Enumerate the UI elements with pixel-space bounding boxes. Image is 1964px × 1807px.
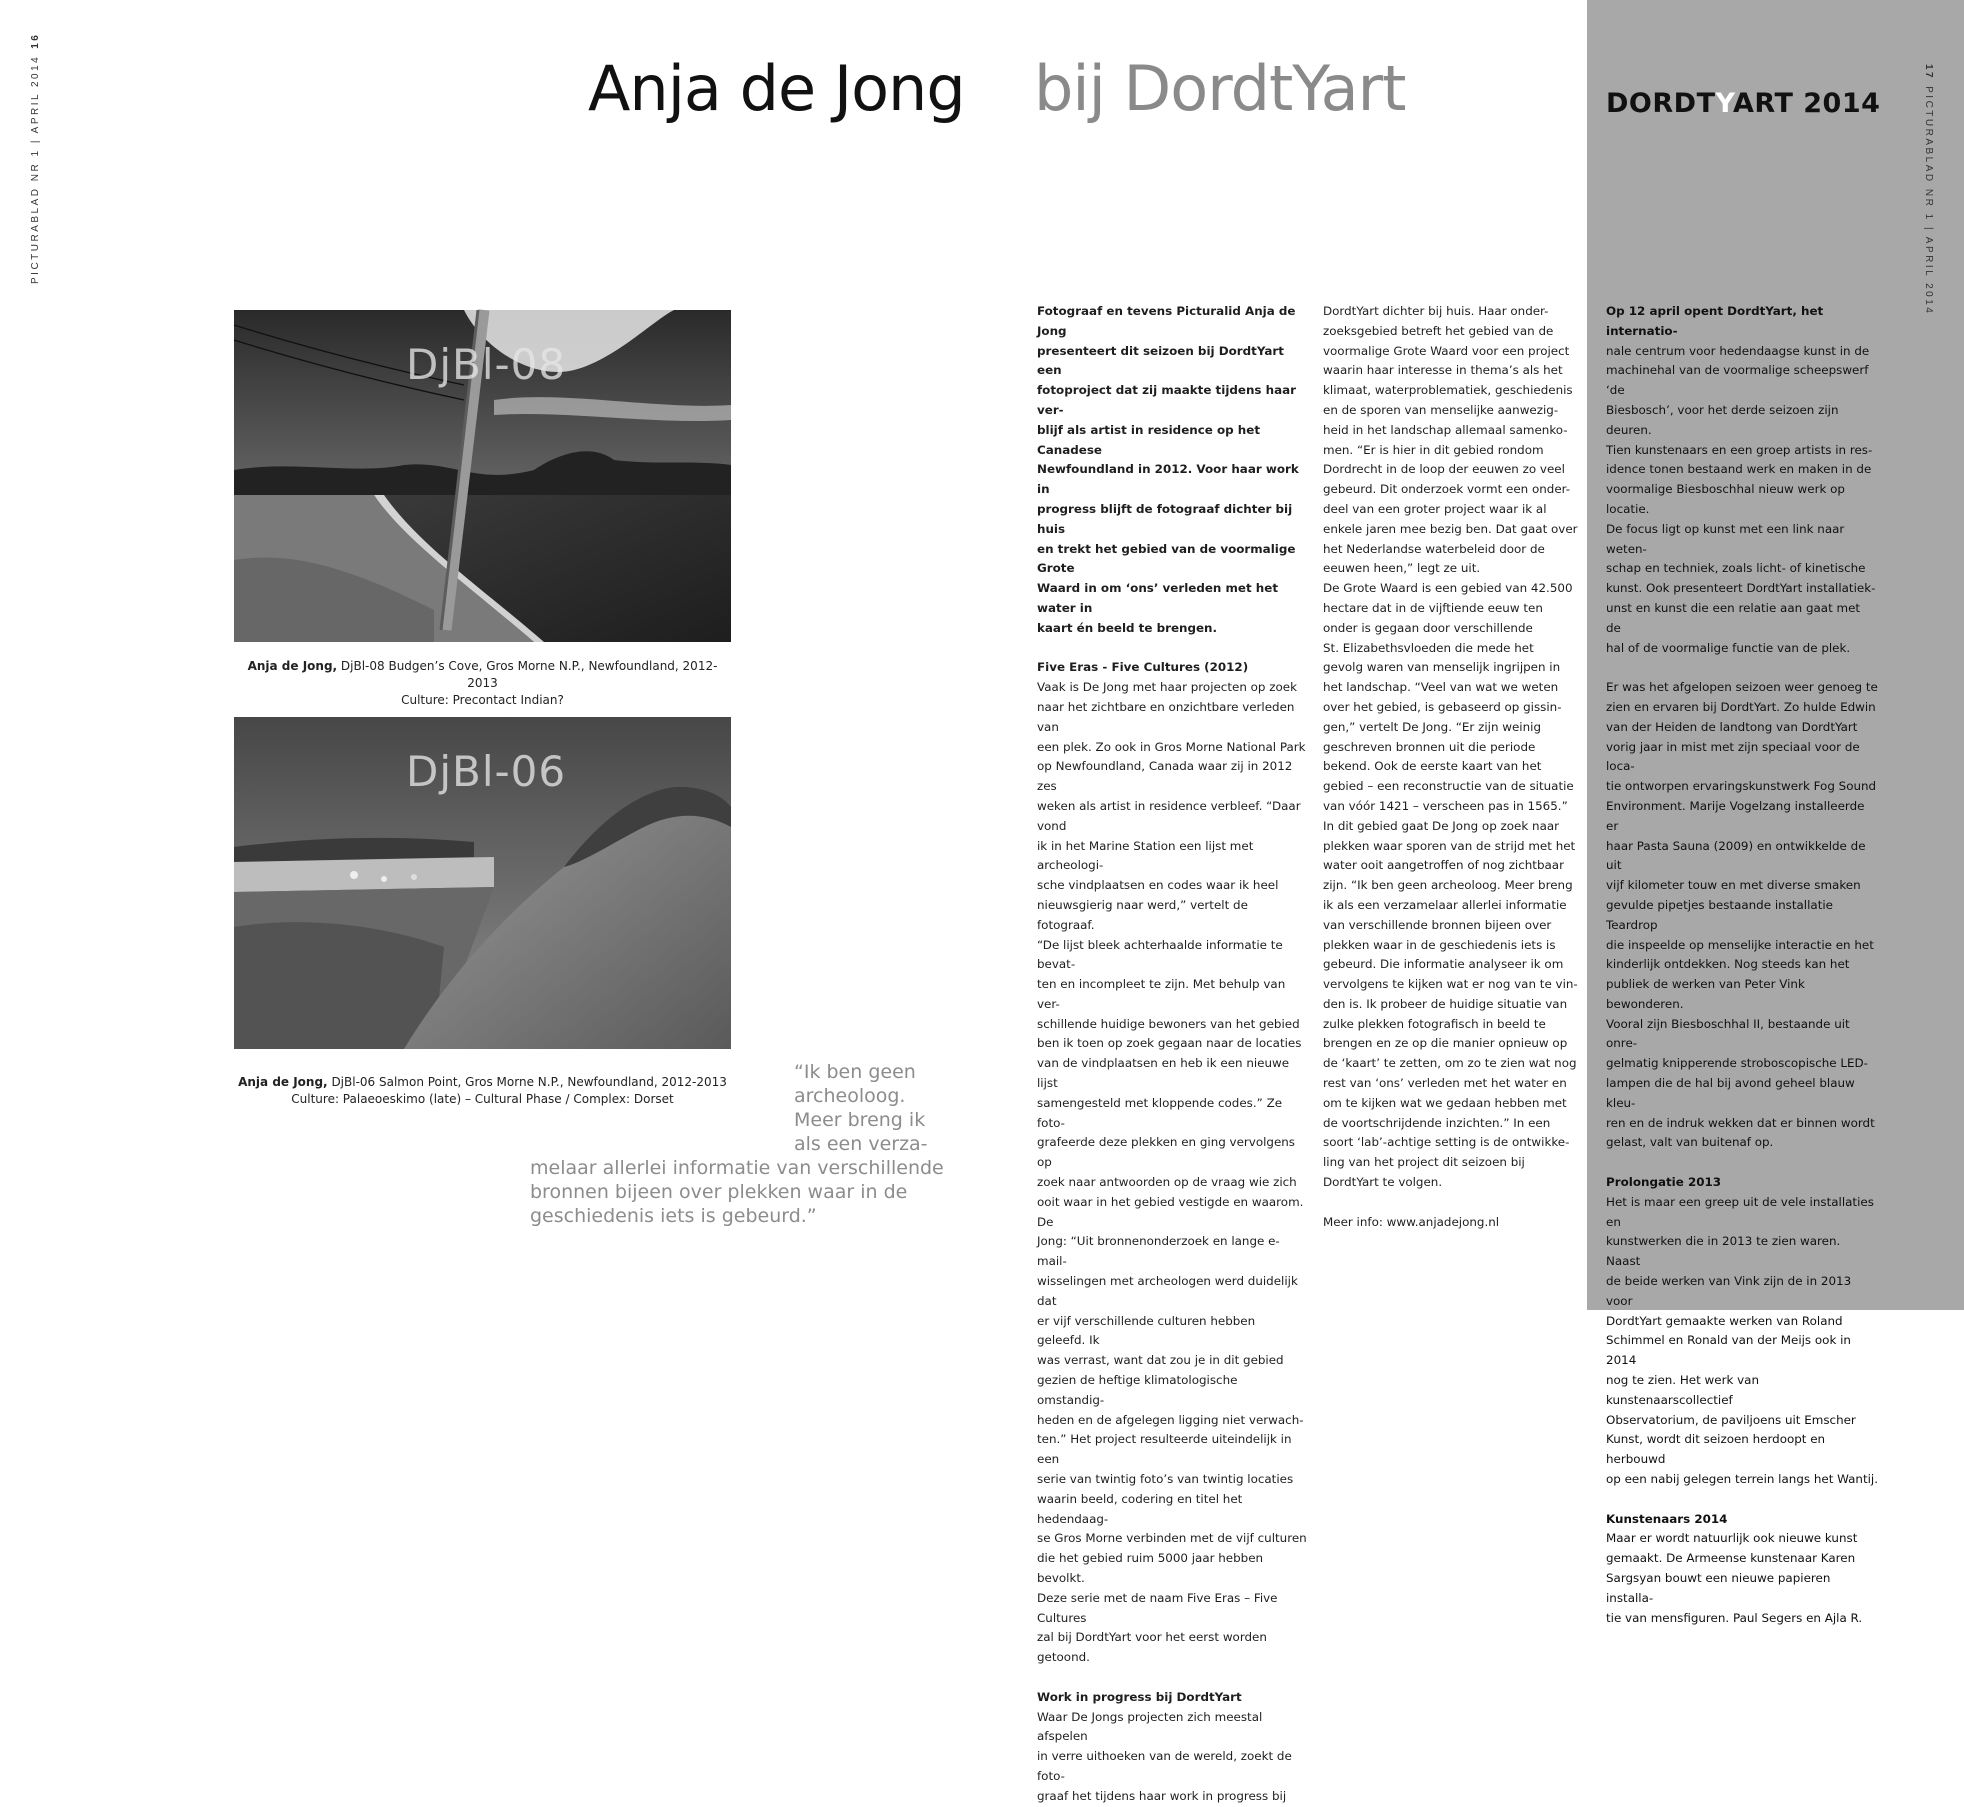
caption-line-1: DjBl-08 Budgen’s Cove, Gros Morne N.P., Newfoundland, 2012-2013 [337,659,718,690]
body-line: geschreven bronnen uit die periode [1323,739,1536,754]
sidebar-line: kunst. Ook presenteert DordtYart installatiek- [1606,581,1876,596]
paragraph-gap [1606,658,1878,678]
body-line: die het gebied ruim 5000 jaar hebben bevolkt. [1037,1551,1264,1585]
body-line: sche vindplaatsen en codes waar ik heel [1037,878,1279,893]
body-line: men. “Er is hier in dit gebied rondom [1323,442,1544,457]
sidebar-line: DordtYart gemaakte werken van Roland [1606,1313,1843,1328]
sidebar-line: unst en kunst die een relatie aan gaat met de [1606,600,1861,635]
body-line: een plek. Zo ook in Gros Morne National Park [1037,739,1306,754]
body-line: gevolg waren van menselijk ingrijpen in [1323,660,1561,675]
sidebar-column [1606,302,1878,1628]
body-line: serie van twintig foto’s van twintig locaties [1037,1472,1294,1487]
folio-left [30,33,41,284]
body-line: ooit waar in het gebied vestigde en waarom. De [1037,1194,1304,1229]
sidebar-line: Kunst, wordt dit seizoen herdoopt en herbouwd [1606,1432,1826,1467]
pull-quote-line: Meer breng ik [794,1109,926,1131]
sidebar-heading: Prolongatie 2013 [1606,1175,1722,1190]
body-line: plekken waar sporen van de strijd met het [1323,838,1576,853]
sidebar-line: idence tonen bestaand werk en maken in de [1606,462,1872,477]
body-line: samengesteld met kloppende codes.” Ze foto- [1037,1095,1283,1130]
body-line: ling van het project dit seizoen bij [1323,1155,1525,1170]
body-line: klimaat, waterproblematiek, geschiedenis [1323,383,1573,398]
body-line: vervolgens te kijken wat er nog van te vin- [1323,977,1578,992]
body-line: over het gebied, is gebaseerd op gissin- [1323,699,1562,714]
body-line: “De lijst bleek achterhaalde informatie te bevat- [1037,937,1283,972]
body-line: van vóór 1421 – verscheen pas in 1565.” [1323,798,1568,813]
article-subtitle: bij DordtYart [1034,52,1406,125]
body-line: Waar De Jongs projecten zich meestal afspelen [1037,1709,1263,1744]
pull-quote-line: archeoloog. [794,1085,906,1107]
folio-left-text: PICTURABLAD NR 1 | APRIL 2014 [30,54,41,284]
paragraph-gap [1323,1193,1585,1213]
caption-artist-name: Anja de Jong, [247,659,338,673]
body-line: van de vindplaatsen en heb ik een nieuwe lijst [1037,1056,1290,1091]
body-line: eeuwen heen,” legt ze uit. [1323,561,1481,576]
body-line: plekken waar in de geschiedenis iets is [1323,937,1556,952]
sidebar-title-post: ART 2014 [1732,88,1881,119]
body-line: schillende huidige bewoners van het gebied [1037,1016,1300,1031]
body-line: In dit gebied gaat De Jong op zoek naar [1323,818,1560,833]
intro-line: kaart én beeld te brengen. [1037,620,1218,635]
body-line: Vaak is De Jong met haar projecten op zoek [1037,680,1297,695]
body-line: ik in het Marine Station een lijst met archeologi- [1037,838,1254,873]
pull-quote-line: bronnen bijeen over plekken waar in de [530,1181,908,1203]
body-line: van verschillende bronnen bijeen over [1323,917,1552,932]
sidebar-line: Het is maar een greep uit de vele installaties en [1606,1194,1874,1229]
caption-artist-name: Anja de Jong, [238,1075,328,1089]
intro-line: en trekt het gebied van de voormalige Grote [1037,541,1296,576]
body-line: en de sporen van menselijke aanwezig- [1323,402,1559,417]
body-line: in verre uithoeken van de wereld, zoekt de foto- [1037,1749,1292,1783]
body-line: ten en incompleet te zijn. Met behulp van ver- [1037,977,1286,1011]
sidebar-line: gemaakt. De Armeense kunstenaar Karen [1606,1551,1856,1566]
sidebar-lead-line: Op 12 april opent DordtYart, het internatio- [1606,304,1824,338]
sidebar-line: haar Pasta Sauna (2009) en ontwikkelde de uit [1606,838,1866,873]
body-line: enkele jaren mee bezig ben. Dat gaat over [1323,521,1578,536]
section-heading: Five Eras - Five Cultures (2012) [1037,660,1249,675]
photo-caption-djbl-06 [234,1074,731,1108]
body-line: het landschap. “Veel van wat we weten [1323,680,1559,695]
body-line: ik als een verzamelaar allerlei informatie [1323,897,1567,912]
paragraph-gap [1606,1153,1878,1173]
pull-quote-line: als een verza- [794,1133,928,1155]
body-line: nieuwsgierig naar werd,” vertelt de fotograaf. [1037,897,1248,932]
body-line: Deze serie met de naam Five Eras – Five Cultures [1037,1590,1278,1625]
sidebar-line: Tien kunstenaars en een groep artists in res- [1606,442,1873,457]
intro-line: progress blijft de fotograaf dichter bij huis [1037,501,1293,536]
body-line: brengen en ze op die manier opnieuw op [1323,1036,1568,1051]
more-info-line: Meer info: www.anjadejong.nl [1323,1214,1500,1229]
body-line: gezien de heftige klimatologische omstandig- [1037,1373,1238,1407]
section-heading: Work in progress bij DordtYart [1037,1689,1242,1704]
sidebar-title-pre: DORDT [1606,88,1716,119]
sidebar-line: kunstwerken die in 2013 te zien waren. Naast [1606,1234,1841,1269]
sidebar-heading: Kunstenaars 2014 [1606,1511,1728,1526]
body-line: heden en de afgelegen ligging niet verwach- [1037,1412,1304,1427]
pull-quote-line: melaar allerlei informatie van verschillende [530,1157,944,1179]
sidebar-title-y: Y [1715,88,1733,119]
body-line: de ‘kaart’ te zetten, om zo te zien wat nog [1323,1056,1577,1071]
sidebar-line: Sargsyan bouwt een nieuwe papieren installa- [1606,1571,1831,1605]
sidebar-line: tie van mensfiguren. Paul Segers en Ajla R. [1606,1610,1863,1625]
pull-quote-line: “Ik ben geen [794,1061,916,1083]
body-line: Dordrecht in de loop der eeuwen zo veel [1323,462,1565,477]
paragraph-gap [1037,639,1307,659]
sidebar-line: gelmatig knipperende stroboscopische LED- [1606,1056,1868,1071]
body-line: zal bij DordtYart voor het eerst worden [1037,1630,1267,1645]
body-line: weken als artist in residence verbleef. “Daar vond [1037,798,1301,833]
sidebar-line: voormalige Biesboschhal nieuw werk op locatie. [1606,482,1845,516]
paragraph-gap [1037,1668,1307,1688]
sidebar-line: Schimmel en Ronald van der Meijs ook in 2014 [1606,1333,1851,1368]
sidebar-line: op een nabij gelegen terrein langs het Wantij. [1606,1472,1878,1487]
body-line: waarin beeld, codering en titel het hedendaag- [1037,1491,1243,1526]
sidebar-line: vijf kilometer touw en met diverse smaken [1606,878,1861,893]
body-line: zijn. “Ik ben geen archeoloog. Meer breng [1323,878,1573,893]
sidebar-line: Observatorium, de paviljoens uit Emscher [1606,1412,1856,1427]
body-line: gebeurd. Die informatie analyseer ik om [1323,957,1564,972]
body-line: graaf het tijdens haar work in progress bij [1037,1788,1287,1803]
sidebar-line: Vooral zijn Biesboschhal II, bestaande uit onre- [1606,1016,1850,1051]
article-column-1 [1037,302,1307,1807]
caption-line-1: DjBl-06 Salmon Point, Gros Morne N.P., Newfoundland, 2012-2013 [327,1075,727,1089]
body-line: water ooit aangetroffen of nog zichtbaar [1323,858,1564,873]
sidebar-line: hal of de voormalige functie van de plek. [1606,640,1851,655]
sidebar-line: De focus ligt op kunst met een link naar weten- [1606,521,1845,556]
body-line: deel van een groter project waar ik al [1323,501,1547,516]
body-line: zoeksgebied betreft het gebied van de [1323,323,1554,338]
photo-djbl-08 [234,310,731,642]
sidebar-line: Er was het afgelopen seizoen weer genoeg te [1606,680,1878,695]
body-line: rest van ‘ons’ verleden met het water en [1323,1076,1567,1091]
photo-code-overlay: DjBl-08 [406,340,567,389]
body-line: gen,” vertelt De Jong. “Er zijn weinig [1323,719,1541,734]
sidebar-line: gevulde pipetjes bestaande installatie Teardrop [1606,897,1833,932]
body-line: hectare dat in de vijftiende eeuw ten [1323,600,1543,615]
sidebar-line: tie ontworpen ervaringskunstwerk Fog Sound [1606,779,1877,794]
intro-line: Fotograaf en tevens Picturalid Anja de Jong [1037,304,1296,338]
intro-line: presenteert dit seizoen bij DordtYart een [1037,343,1284,378]
intro-line: Newfoundland in 2012. Voor haar work in [1037,462,1299,497]
sidebar-line: Biesbosch’, voor het derde seizoen zijn deuren. [1606,402,1839,437]
body-line: op Newfoundland, Canada waar zij in 2012 zes [1037,759,1293,794]
body-line: ben ik toen op zoek gegaan naar de locaties [1037,1036,1302,1051]
body-line: heid in het landschap allemaal samenko- [1323,422,1568,437]
body-line: grafeerde deze plekken en ging vervolgens op [1037,1135,1296,1170]
sidebar-line: vorig jaar in mist met zijn speciaal voor de loca- [1606,739,1860,774]
sidebar-title [1606,88,1880,119]
body-line: was verrast, want dat zou je in dit gebied [1037,1353,1284,1368]
body-line: De Grote Waard is een gebied van 42.500 [1323,581,1573,596]
body-line: gebeurd. Dit onderzoek vormt een onder- [1323,482,1571,497]
intro-line: fotoproject dat zij maakte tijdens haar ver- [1037,383,1297,417]
sidebar-line: Environment. Marije Vogelzang installeerde er [1606,798,1865,833]
photo-caption-djbl-08 [234,658,731,709]
pull-quote-bottom [530,1156,944,1228]
body-line: DordtYart te volgen. [1323,1175,1443,1190]
sidebar-line: die inspeelde op menselijke interactie en het [1606,937,1874,952]
sidebar-line: zien en ervaren bij DordtYart. Zo hulde Edwin [1606,699,1876,714]
body-line: Jong: “Uit bronnenonderzoek en lange e-mail- [1037,1234,1280,1269]
sidebar-line: van der Heiden de landtong van DordtYart [1606,719,1858,734]
article-column-2 [1323,302,1585,1232]
body-line: onder is gegaan door verschillende [1323,620,1533,635]
body-line: ten.” Het project resulteerde uiteindelijk in een [1037,1432,1292,1467]
sidebar-line: machinehal van de voormalige scheepswerf ‘de [1606,363,1869,398]
body-line: DordtYart dichter bij huis. Haar onder- [1323,304,1549,318]
folio-right-text: PICTURABLAD NR 1 | APRIL 2014 [1923,86,1934,316]
body-line: bekend. Ook de eerste kaart van het [1323,759,1542,774]
pull-quote-top [794,1060,928,1156]
sidebar-line: publiek de werken van Peter Vink bewonderen. [1606,977,1805,1011]
sidebar-line: kinderlijk ontdekken. Nog steeds kan het [1606,957,1850,972]
body-line: wisselingen met archeologen werd duidelijk dat [1037,1274,1298,1308]
body-line: het Nederlandse waterbeleid door de [1323,541,1545,556]
body-line: gebied – een reconstructie van de situatie [1323,779,1574,794]
sidebar-line: schap en techniek, zoals licht- of kinetische [1606,561,1866,576]
article-title: Anja de Jong [588,52,965,125]
sidebar-line: gelast, valt van buitenaf op. [1606,1135,1774,1150]
intro-line: Waard in om ‘ons’ verleden met het water in [1037,581,1279,615]
body-line: zoek naar antwoorden op de vraag wie zich [1037,1175,1297,1190]
sidebar-line: Maar er wordt natuurlijk ook nieuwe kunst [1606,1531,1858,1546]
caption-line-2: Culture: Precontact Indian? [401,693,564,707]
page-number-right: 17 [1923,64,1934,81]
pull-quote-line: geschiedenis iets is gebeurd.” [530,1205,817,1227]
body-line: den is. Ik probeer de huidige situatie van [1323,996,1568,1011]
paragraph-gap [1606,1490,1878,1510]
sidebar-line: ren en de indruk wekken dat er binnen wordt [1606,1115,1875,1130]
body-line: er vijf verschillende culturen hebben geleefd. Ik [1037,1313,1256,1348]
sidebar-line: nog te zien. Het werk van kunstenaarscollectief [1606,1373,1760,1407]
body-line: se Gros Morne verbinden met de vijf culturen [1037,1531,1307,1546]
body-line: zulke plekken fotografisch in beeld te [1323,1016,1546,1031]
sidebar-line: de beide werken van Vink zijn de in 2013 voor [1606,1274,1852,1308]
body-line: naar het zichtbare en onzichtbare verleden van [1037,699,1295,734]
body-line: getoond. [1037,1650,1090,1665]
body-line: de voortschrijdende inzichten.” In een [1323,1115,1551,1130]
sidebar-line: nale centrum voor hedendaagse kunst in de [1606,343,1870,358]
page-number-left: 16 [30,32,41,49]
body-line: om te kijken wat we gedaan hebben met [1323,1095,1567,1110]
intro-line: blijf als artist in residence op het Canadese [1037,422,1261,457]
caption-line-2: Culture: Palaeoeskimo (late) – Cultural Phase / Complex: Dorset [291,1092,674,1106]
folio-right [1923,64,1934,315]
sidebar-line: lampen die de hal bij avond geheel blauw kleu- [1606,1076,1855,1110]
photo-code-overlay: DjBl-06 [406,747,567,796]
body-line: voormalige Grote Waard voor een project [1323,343,1570,358]
body-line: waarin haar interesse in thema’s als het [1323,363,1563,378]
body-line: St. Elizabethsvloeden die mede het [1323,640,1534,655]
photo-djbl-06 [234,717,731,1049]
body-line: soort ‘lab’-achtige setting is de ontwikke- [1323,1135,1570,1150]
